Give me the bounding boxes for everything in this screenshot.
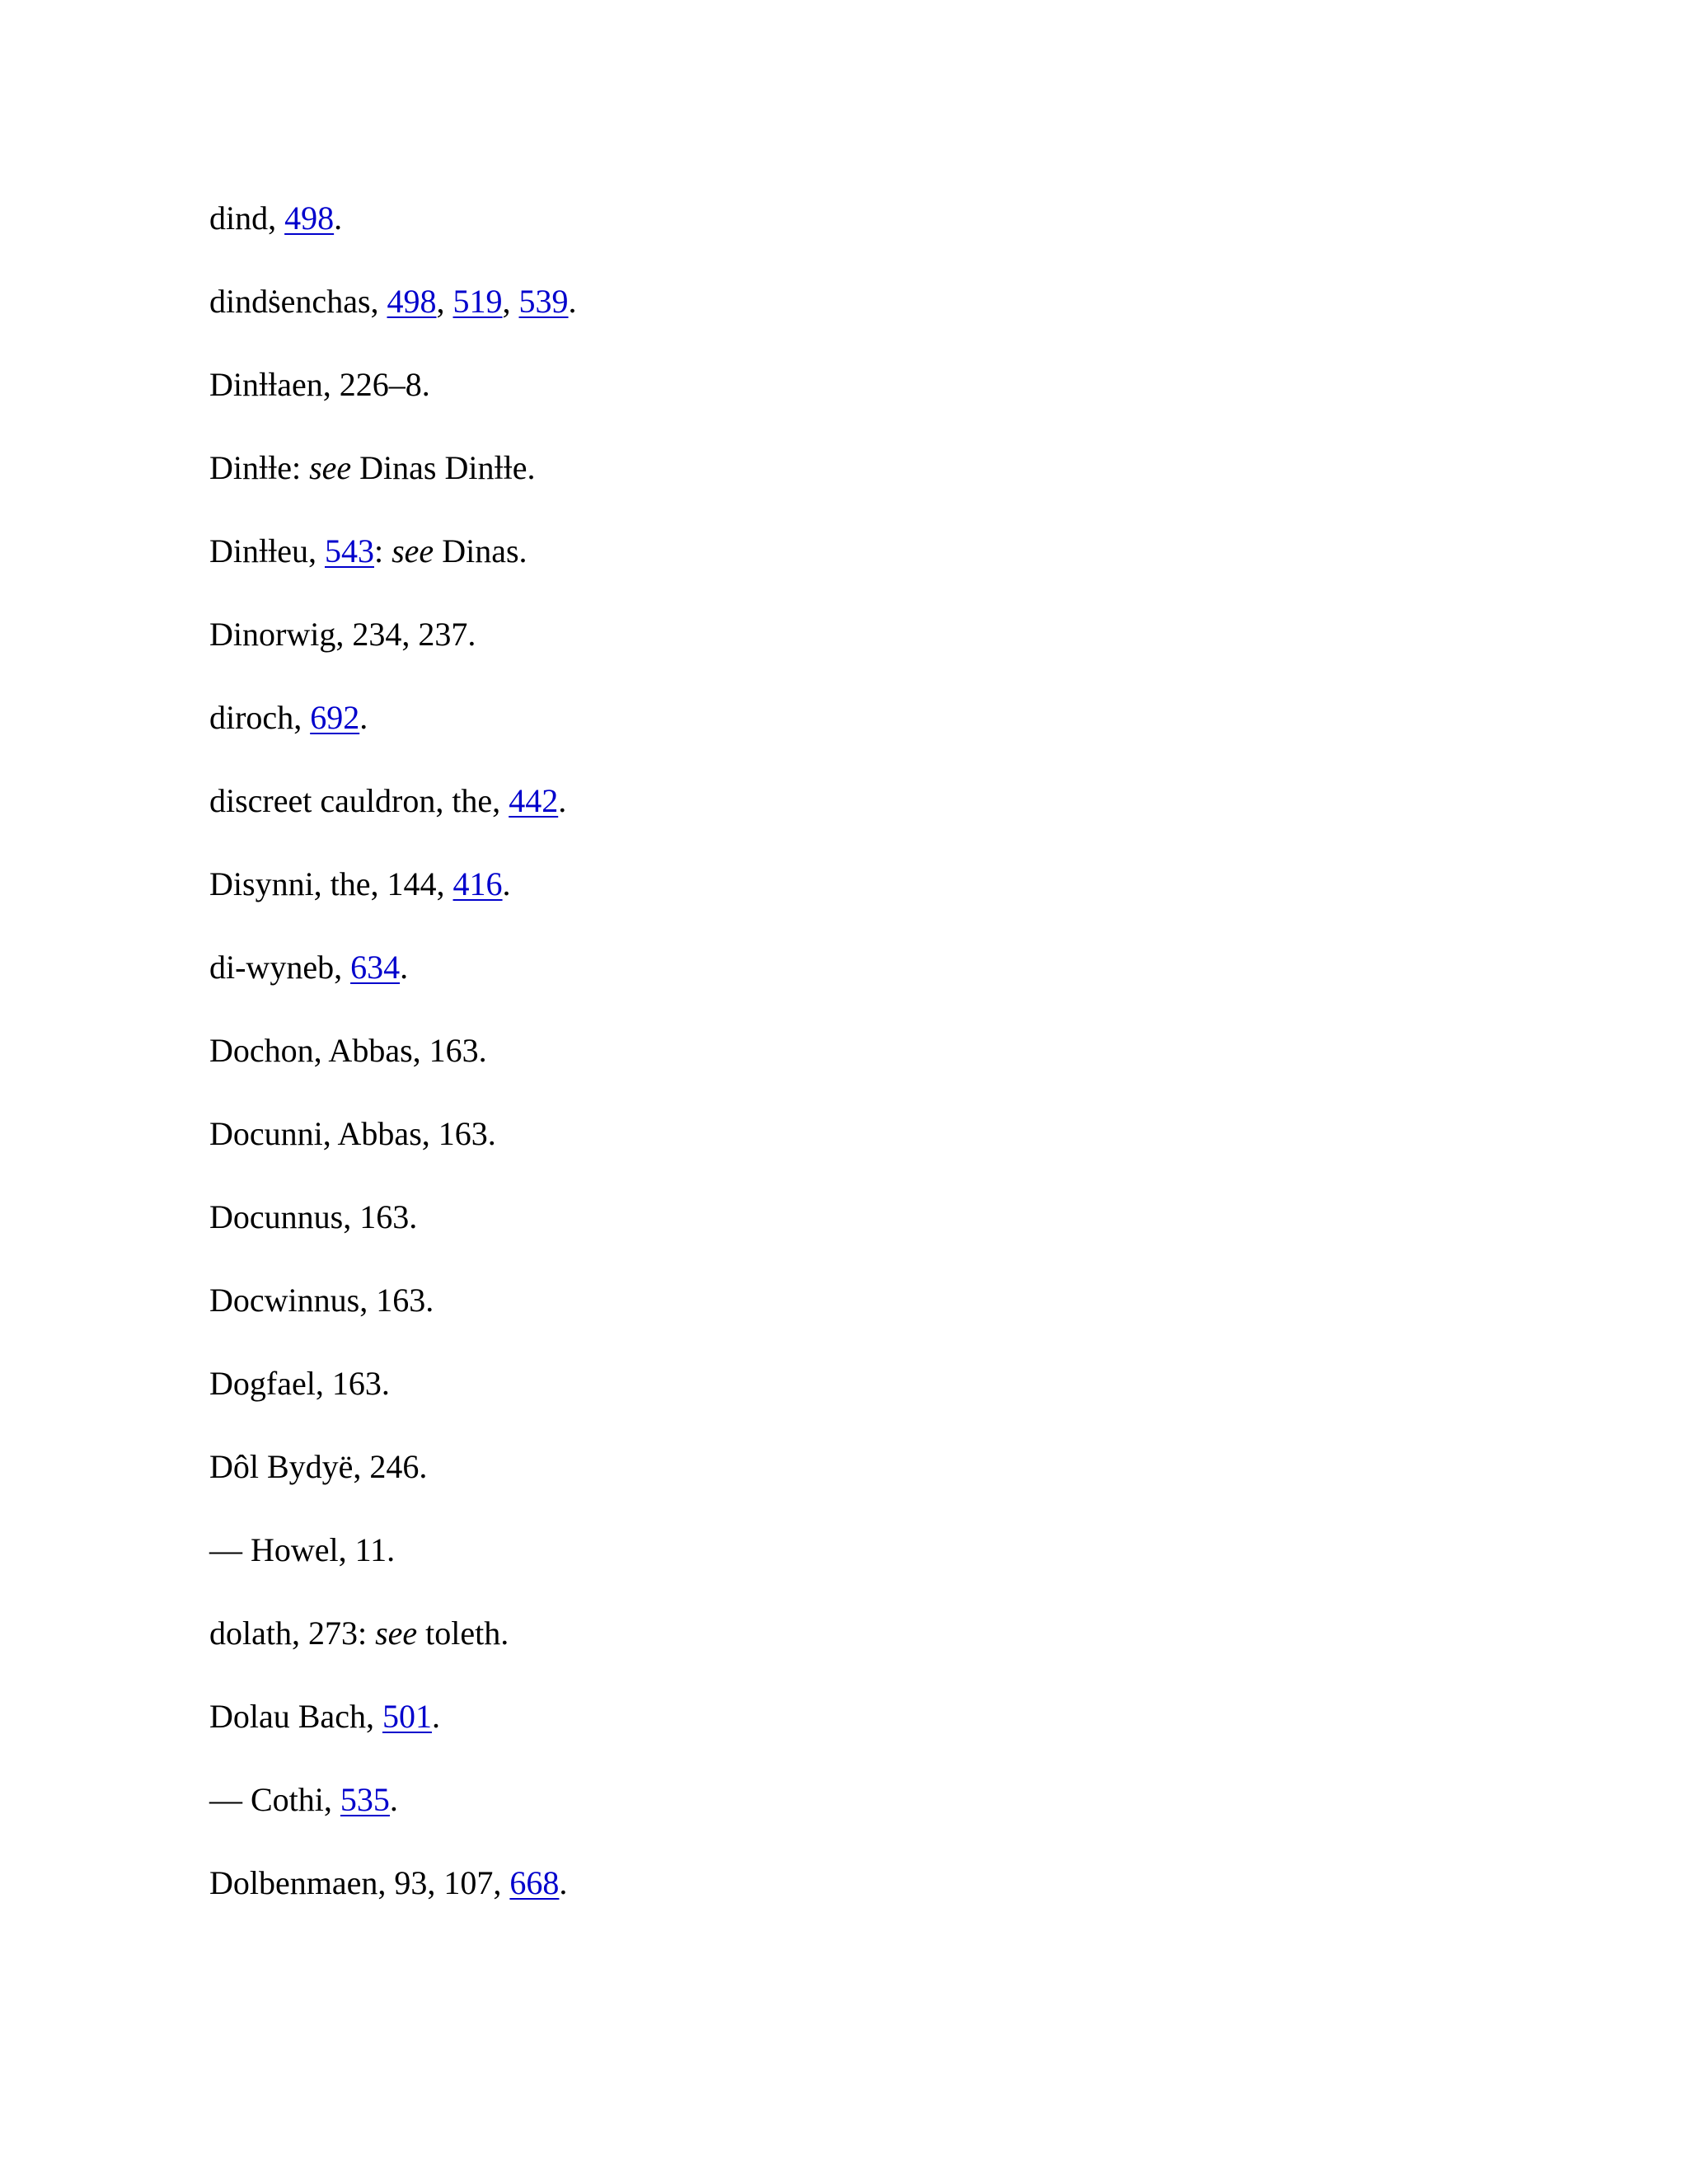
entry-text: Dinƚƚe: (209, 449, 310, 486)
entry-text: diroch, (209, 699, 311, 736)
page-reference-link[interactable]: 416 (452, 865, 503, 902)
entry-text: Dinorwig, 234, 237. (209, 616, 476, 653)
index-entry (209, 439, 577, 523)
page-reference-link[interactable]: 668 (509, 1864, 560, 1901)
page-reference-link[interactable]: 692 (310, 699, 360, 736)
index-entry (209, 1688, 577, 1771)
entry-text: Dochon, Abbas, 163. (209, 1032, 487, 1069)
entry-text: dolath, 273: (209, 1615, 376, 1652)
page-reference-link[interactable]: 634 (350, 949, 401, 986)
index-entry (209, 939, 577, 1022)
entry-text: Dinƚƚeu, (209, 532, 325, 569)
index-entry (209, 772, 577, 855)
index-entry (209, 523, 577, 606)
entry-text: discreet cauldron, the, (209, 782, 509, 819)
entry-text: . (400, 949, 409, 986)
page-reference-link[interactable]: 539 (518, 283, 569, 320)
entry-text: . (568, 283, 577, 320)
entry-text: Disynni, the, 144, (209, 865, 453, 902)
page-reference-link[interactable]: 498 (284, 199, 335, 237)
entry-text: toleth. (417, 1615, 509, 1652)
page-reference-link[interactable]: 501 (382, 1698, 432, 1735)
entry-text: . (502, 865, 511, 902)
page-reference-link[interactable]: 498 (387, 283, 437, 320)
index-entry (209, 1355, 577, 1438)
entry-text: Dinas Dinƚƚe. (351, 449, 536, 486)
page-reference-link[interactable]: 543 (324, 532, 374, 569)
cross-reference-see: see (375, 1615, 418, 1652)
entry-text: dindṡenchas, (209, 283, 387, 320)
entry-text: Dôl Bydyë, 246. (209, 1448, 428, 1485)
index-entry (209, 855, 577, 939)
entry-text: Docunnus, 163. (209, 1198, 418, 1235)
index-entry (209, 1188, 577, 1272)
index-entry (209, 1438, 577, 1521)
entry-text: Dogfael, 163. (209, 1365, 390, 1402)
index-entry-list (209, 190, 577, 1938)
entry-text: Dolau Bach, (209, 1698, 382, 1735)
entry-text: Docwinnus, 163. (209, 1282, 434, 1319)
page-reference-link[interactable]: 535 (340, 1781, 390, 1818)
entry-text: . (389, 1781, 398, 1818)
entry-text: , (502, 283, 519, 320)
index-entry (209, 1771, 577, 1854)
index-entry (209, 689, 577, 772)
entry-text: di-wyneb, (209, 949, 351, 986)
cross-reference-see: see (309, 449, 352, 486)
index-entry (209, 606, 577, 689)
entry-text: . (558, 782, 567, 819)
page-reference-link[interactable]: 442 (509, 782, 559, 819)
index-entry (209, 1854, 577, 1938)
index-entry (209, 1272, 577, 1355)
entry-text: — Cothi, (209, 1781, 340, 1818)
entry-text: dind, (209, 199, 285, 237)
entry-text: . (559, 1864, 568, 1901)
entry-text: Dinƚƚaen, 226–8. (209, 366, 430, 403)
entry-text: Docunni, Abbas, 163. (209, 1115, 496, 1152)
index-entry (209, 190, 577, 273)
index-entry (209, 1521, 577, 1605)
entry-text: , (436, 283, 453, 320)
index-entry (209, 1605, 577, 1688)
entry-text: Dinas. (434, 532, 528, 569)
index-entry (209, 356, 577, 439)
entry-text: — Howel, 11. (209, 1531, 396, 1568)
index-entry (209, 1022, 577, 1105)
cross-reference-see: see (392, 532, 434, 569)
entry-text: . (334, 199, 343, 237)
entry-text: . (431, 1698, 440, 1735)
entry-text: : (373, 532, 392, 569)
index-entry (209, 1105, 577, 1188)
page-reference-link[interactable]: 519 (452, 283, 503, 320)
entry-text: Dolbenmaen, 93, 107, (209, 1864, 510, 1901)
index-entry (209, 273, 577, 356)
entry-text: . (359, 699, 368, 736)
